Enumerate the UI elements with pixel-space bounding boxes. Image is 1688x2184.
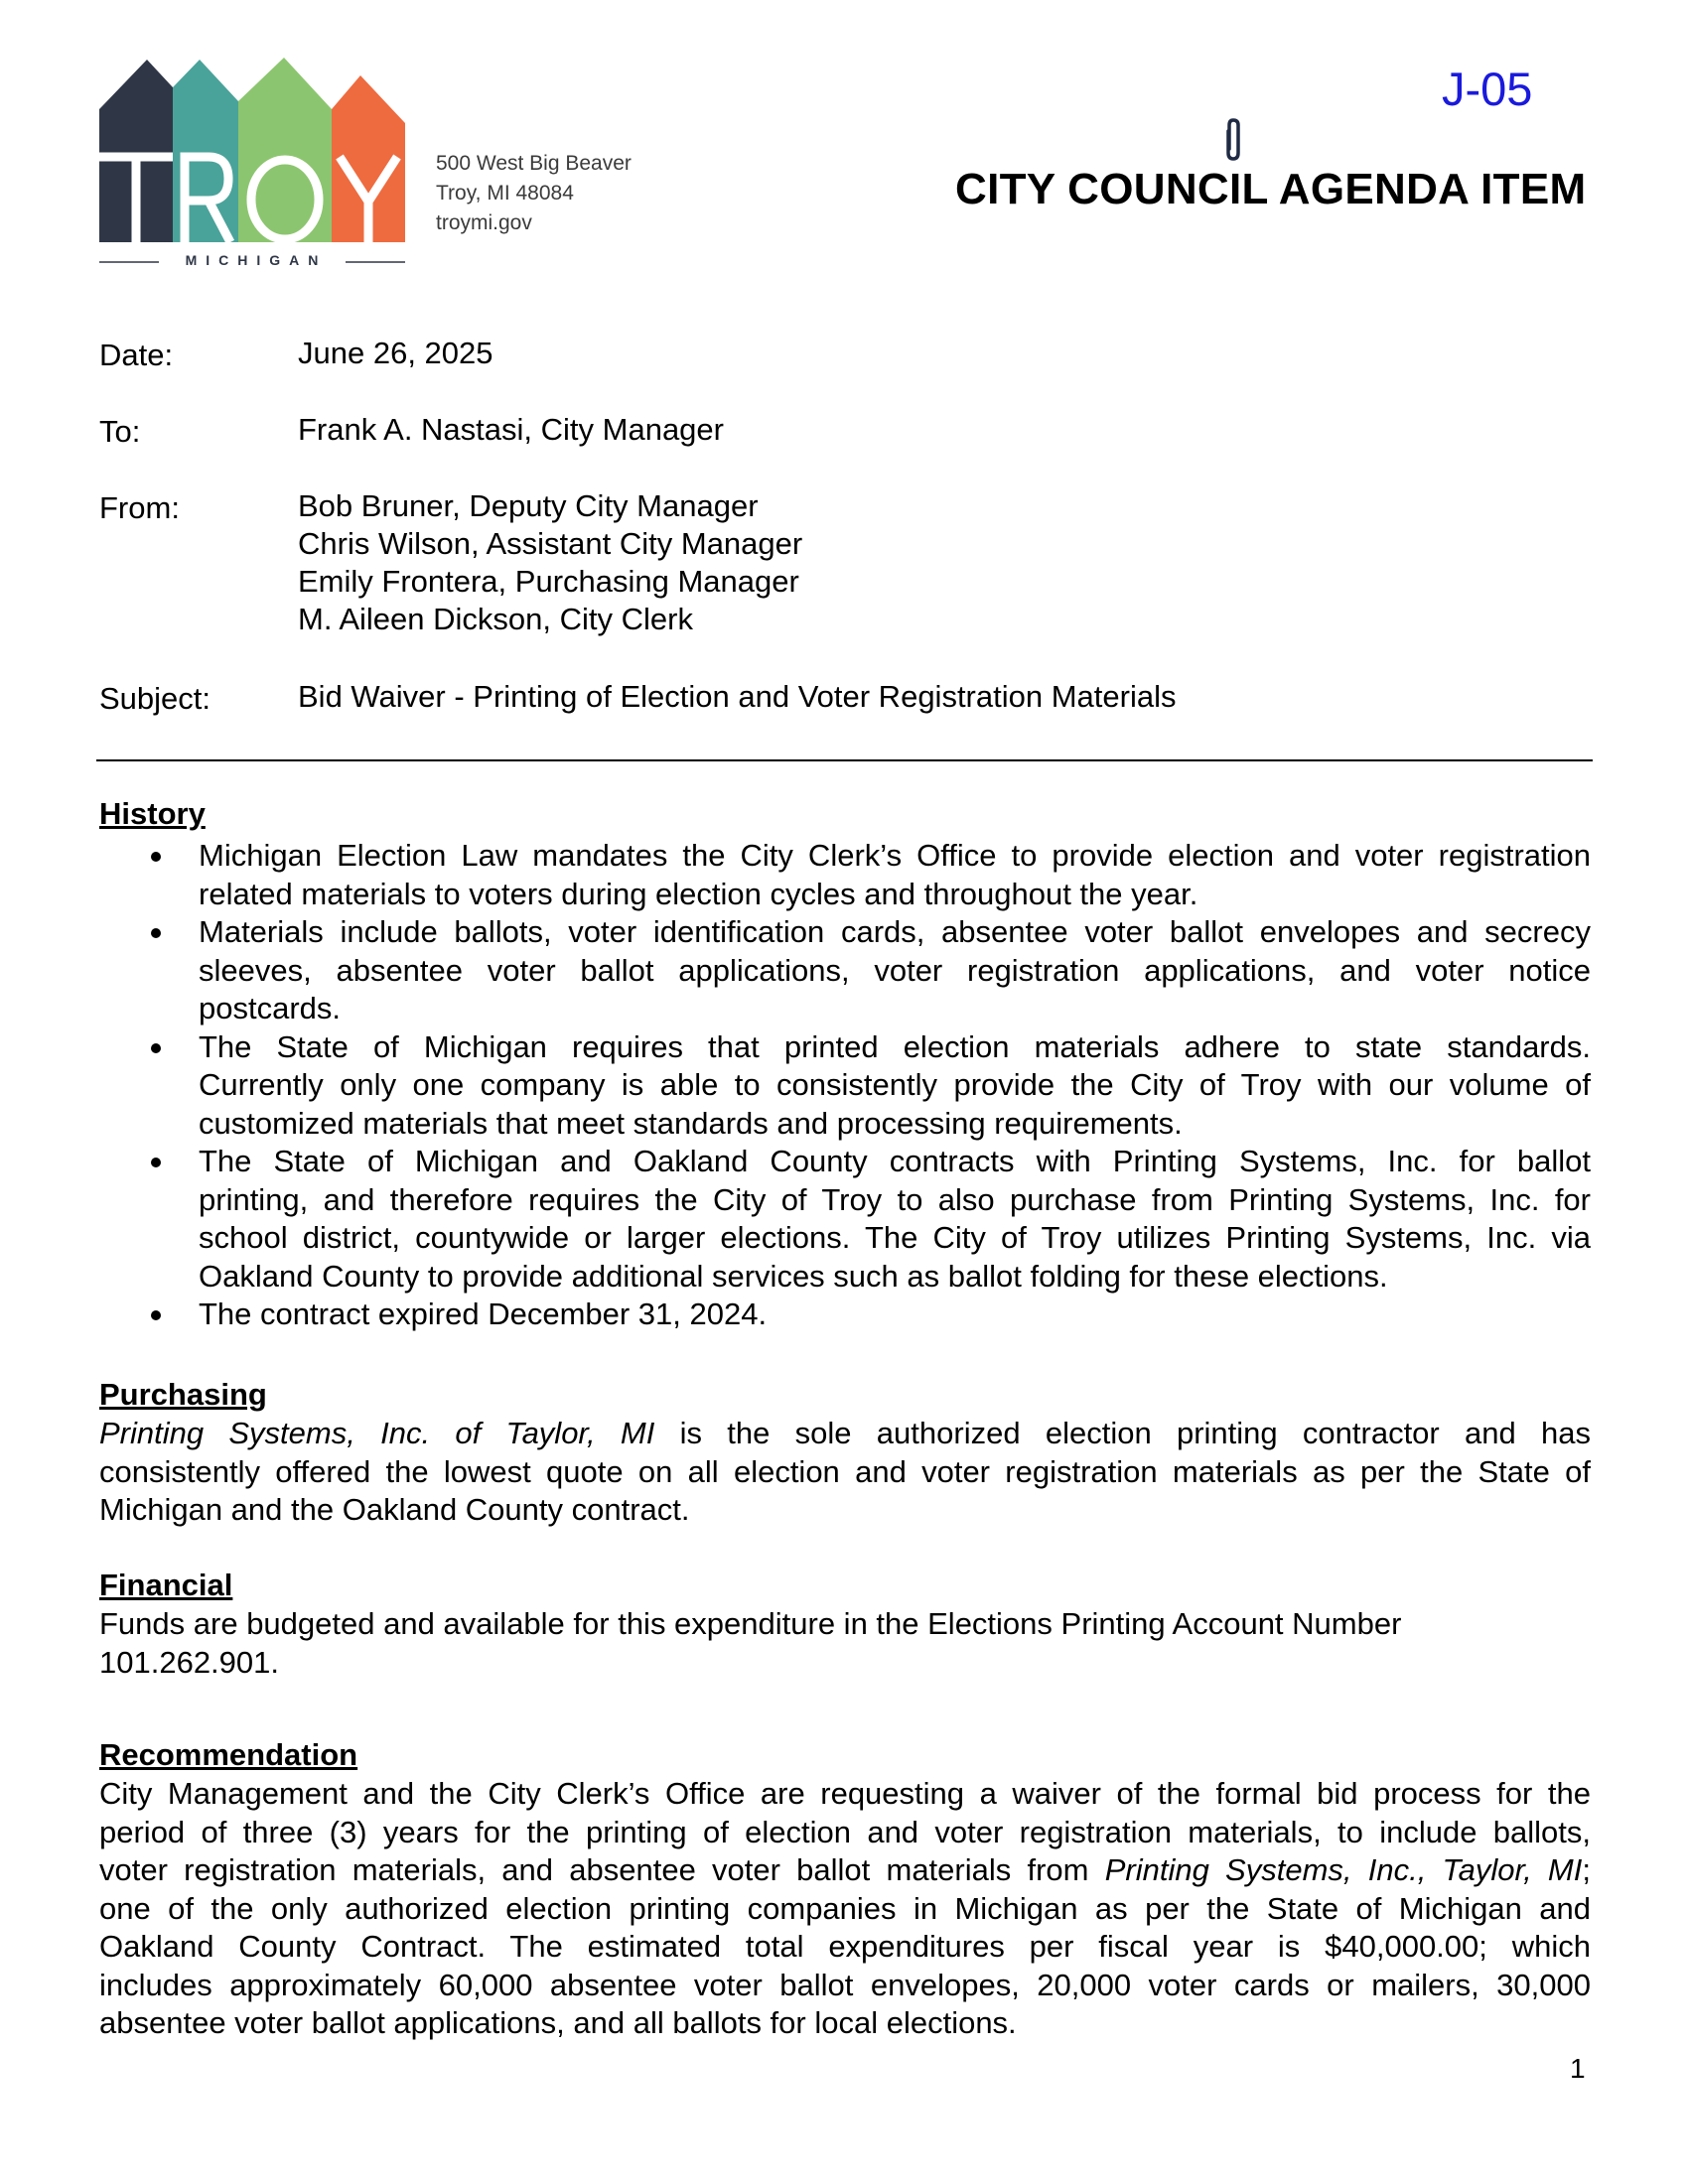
from-item: Emily Frontera, Purchasing Manager [298, 564, 799, 599]
purchasing-paragraph [99, 1415, 1591, 1530]
list-item [99, 837, 1591, 913]
to-value: Frank A. Nastasi, City Manager [298, 412, 724, 447]
financial-line: 101.262.901. [99, 1644, 280, 1680]
purchasing-line [99, 1415, 1591, 1453]
list-item-text: printing, and therefore requires the City of Troy to also purchase from Printing Systems, Inc. for [199, 1181, 1591, 1217]
from-label: From: [99, 490, 180, 525]
recommendation-line [99, 1851, 1591, 1890]
purchasing-line: Michigan and the Oakland County contract. [99, 1492, 690, 1527]
list-item-text: The contract expired December 31, 2024. [199, 1297, 768, 1331]
recommendation-line: includes approximately 60,000 absentee voter ballot envelopes, 20,000 voter cards or mailers, 30,000 [99, 1967, 1591, 2002]
paperclip-icon[interactable] [1222, 117, 1244, 163]
website: troymi.gov [436, 211, 532, 234]
list-item-text: customized materials that meet standards and processing requirements. [199, 1105, 1183, 1141]
financial-heading: Financial [99, 1568, 233, 1602]
list-item [99, 1296, 1591, 1334]
vendor-name: Printing Systems, Inc., Taylor, MI [1104, 1852, 1583, 1887]
city-address [436, 149, 632, 238]
bullet-icon [151, 852, 161, 862]
date-label: Date: [99, 338, 174, 372]
subject-value: Bid Waiver - Printing of Election and Voter Registration Materials [298, 679, 1177, 714]
troy-logo-graphic [97, 58, 415, 271]
financial-line: Funds are budgeted and available for this expenditure in the Elections Printing Account Number [99, 1606, 1402, 1641]
recommendation-line: one of the only authorized election printing companies in Michigan as per the State of Michigan and [99, 1890, 1591, 1926]
from-item: M. Aileen Dickson, City Clerk [298, 602, 693, 636]
divider [96, 759, 1593, 761]
recommendation-paragraph [99, 1775, 1591, 2043]
list-item-text: Michigan Election Law mandates the City Clerk’s Office to provide election and voter registration [199, 838, 1591, 873]
address-line-2: Troy, MI 48084 [436, 182, 574, 205]
recommendation-text: voter registration materials, and absentee voter ballot materials from [99, 1852, 1105, 1887]
from-item: Bob Bruner, Deputy City Manager [298, 488, 759, 523]
recommendation-heading: Recommendation [99, 1737, 358, 1772]
list-item-text: Materials include ballots, voter identification cards, absentee voter ballot envelopes and secrecy [199, 914, 1591, 949]
list-item-text: related materials to voters during election cycles and throughout the year. [199, 876, 1198, 911]
list-item-text: Currently only one company is able to consistently provide the City of Troy with our volume of [199, 1067, 1591, 1102]
agenda-item-code: J-05 [1442, 63, 1533, 115]
date-value: June 26, 2025 [298, 336, 493, 370]
purchasing-heading: Purchasing [99, 1377, 267, 1412]
list-item-text: sleeves, absentee voter ballot applications, voter registration applications, and voter notice [199, 952, 1591, 988]
page-title: CITY COUNCIL AGENDA ITEM [955, 165, 1587, 213]
recommendation-line: absentee voter ballot applications, and all ballots for local elections. [99, 2005, 1017, 2040]
list-item-text: school district, countywide or larger elections. The City of Troy utilizes Printing Systems, Inc. via [199, 1220, 1591, 1255]
vendor-name: Printing Systems, Inc. of Taylor, MI [99, 1416, 655, 1450]
purchasing-line: consistently offered the lowest quote on all election and voter registration materials as per the State of [99, 1453, 1591, 1489]
history-heading: History [99, 796, 206, 831]
bullet-icon [151, 1158, 161, 1167]
subject-label: Subject: [99, 681, 211, 716]
list-item [99, 913, 1591, 1028]
recommendation-line: period of three (3) years for the printing of election and voter registration materials, to include ballots, [99, 1814, 1591, 1849]
from-list [298, 487, 802, 638]
recommendation-line: City Management and the City Clerk’s Office are requesting a waiver of the formal bid process for the [99, 1776, 1591, 1811]
history-list [99, 837, 1591, 1334]
list-item [99, 1143, 1591, 1296]
list-item-text: The State of Michigan and Oakland County contracts with Printing Systems, Inc. for ballot [199, 1144, 1591, 1178]
list-item-text: Oakland County to provide additional services such as ballot folding for these elections. [199, 1258, 1388, 1294]
to-label: To: [99, 414, 141, 449]
purchasing-text: is the sole authorized election printing contractor and has [654, 1416, 1591, 1450]
from-item: Chris Wilson, Assistant City Manager [298, 526, 803, 561]
list-item [99, 1028, 1591, 1144]
bullet-icon [151, 1310, 161, 1320]
recommendation-line: Oakland County Contract. The estimated total expenditures per fiscal year is $40,000.00; which [99, 1929, 1591, 1964]
financial-paragraph [99, 1605, 1591, 1682]
recommendation-text: ; [1582, 1852, 1591, 1887]
logo-subtext: MICHIGAN [185, 252, 328, 268]
bullet-icon [151, 1043, 161, 1053]
list-item-text: The State of Michigan requires that printed election materials adhere to state standards. [199, 1028, 1591, 1064]
troy-logo [97, 58, 415, 271]
page-number: 1 [1570, 2053, 1586, 2084]
bullet-icon [151, 928, 161, 938]
address-line-1: 500 West Big Beaver [436, 152, 632, 175]
list-item-text: postcards. [199, 991, 342, 1025]
